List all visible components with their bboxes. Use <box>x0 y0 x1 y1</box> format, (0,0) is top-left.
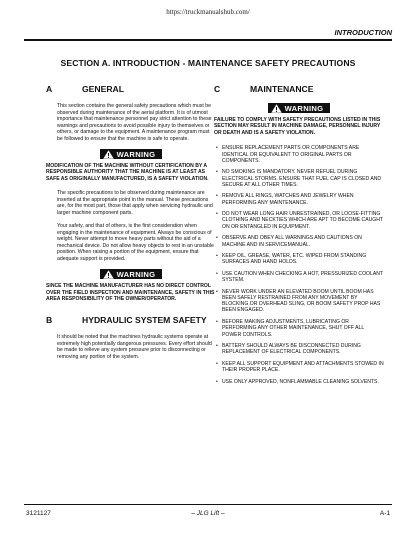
warning-banner <box>46 269 216 279</box>
list-item-text: BATTERY SHOULD ALWAYS BE DISCONNECTED DURING REPLACEMENT OF ELECTRICAL COMPONENTS. <box>222 343 361 356</box>
list-item-text: USE CAUTION WHEN CHECKING A HOT, PRESSURIZED COOLANT SYSTEM. <box>222 270 383 284</box>
list-item-text: BEFORE MAKING ADJUSTMENTS, LUBRICATING OR PERFORMING ANY OTHER MAINTENANCE, SHUT OFF ALL POWER CONTROLS. <box>222 318 364 338</box>
list-item-text: DO NOT WEAR LONG HAIR UNRESTRAINED, OR LOOSE-FITTING CLOTHING AND NECKTIES WHICH ARE APT TO BECOME CAUGHT ON OR ENTANGLED IN EQUIPMENT. <box>222 211 383 230</box>
bullet: • <box>216 193 218 200</box>
list-item <box>216 145 384 164</box>
general-paragraph: This section contains the general safety precautions which must be observed during maintenance of the aerial platform. It is of utmost importance that maintenance personnel pay strict attention to these warnings and precautions to avoid possible injury to themselves or others, or damage to the equipment. A maintenance program must be followed to ensure that the machine is safe to operate. <box>57 103 212 142</box>
list-item-text: ENSURE REPLACEMENT PARTS OR COMPONENTS ARE IDENTICAL OR EQUIVALENT TO ORIGINAL PARTS OR COMPONENTS. <box>222 145 360 164</box>
heading-text: HYDRAULIC SYSTEM SAFETY <box>82 315 207 326</box>
right-column <box>214 84 384 390</box>
warning-label: WARNING <box>116 269 156 279</box>
footer-rule <box>24 504 392 505</box>
list-item <box>216 289 384 314</box>
bullet: • <box>216 318 218 325</box>
bullet: • <box>216 343 218 350</box>
list-item <box>216 193 384 206</box>
list-item-text: OBSERVE AND OBEY ALL WARNINGS AND CAUTIONS ON MACHINE AND IN SERVICEMANUAL. <box>222 235 362 248</box>
section-title: SECTION A. INTRODUCTION - MAINTENANCE SAFETY PRECAUTIONS <box>60 58 356 68</box>
warning-triangle-icon <box>271 104 282 113</box>
heading-hydraulic <box>46 315 216 325</box>
heading-general <box>46 84 216 94</box>
maintenance-precautions-list <box>214 145 384 385</box>
list-item <box>216 319 384 338</box>
bullet: • <box>216 253 218 260</box>
bullet: • <box>216 378 218 385</box>
heading-letter: A <box>46 84 53 94</box>
list-item-text: NEVER WORK UNDER AN ELEVATED BOOM UNTIL BOOM HAS BEEN SAFELY RESTRAINED FROM ANY MOVEMENT BY BLOCKING OR OVERHEAD SLING, OR BOOM SAFETY PROP HAS BEEN ENGAGED. <box>222 288 381 314</box>
safety-paragraph: Your safety, and that of others, is the first consideration when engaging in the maintenance of equipment. Always be conscious of weight. Never attempt to move heavy parts without the aid of a mechanical device. Do not allow heavy objects to rest in an unstable position. When raising a portion of the equipment, ensure that adequate support is provided. <box>57 223 214 262</box>
list-item <box>216 169 384 188</box>
page-number: A-1 <box>379 510 390 517</box>
bullet: • <box>216 211 218 218</box>
list-item <box>216 361 384 374</box>
list-item <box>216 235 384 248</box>
warning-label: WARNING <box>284 103 324 113</box>
list-item-text: KEEP ALL SUPPORT EQUIPMENT AND ATTACHMENTS STOWED IN THEIR PROPER PLACE. <box>222 360 384 374</box>
list-item-text: NO SMOKING IS MANDATORY. NEVER REFUEL DURING ELECTRICAL STORMS. ENSURE THAT FUEL CAP IS CLOSED AND SECURE AT ALL OTHER TIMES. <box>222 169 382 188</box>
chapter-title: INTRODUCTION <box>334 28 392 37</box>
list-item <box>216 379 384 385</box>
list-item <box>216 211 384 230</box>
heading-maintenance <box>214 84 384 94</box>
warning-banner <box>214 103 384 113</box>
heading-letter: C <box>214 84 221 94</box>
header-rule <box>24 39 392 41</box>
bullet: • <box>216 235 218 242</box>
list-item <box>216 271 384 284</box>
heading-text: MAINTENANCE <box>250 84 314 94</box>
footer-brand: – JLG Lift – <box>191 510 225 517</box>
hydraulic-paragraph: It should be noted that the machines hydraulic systems operate at extremely high potentially dangerous pressures. Every effort should be made to relieve any system pressure prior to disconnecting or removing any portion of the system. <box>57 334 212 360</box>
warning-triangle-icon <box>103 150 114 159</box>
warning-compliance-text: FAILURE TO COMPLY WITH SAFETY PRECAUTIONS LISTED IN THIS SECTION MAY RESULT IN MACHINE DAMAGE, PERSONNEL INJURY OR DEATH AND IS A SAFETY VIOLATION. <box>214 117 381 136</box>
bullet: • <box>216 145 218 152</box>
list-item-text: KEEP OIL, GREASE, WATER, ETC. WIPED FROM STANDING SURFACES AND HAND HOLDS. <box>222 253 367 266</box>
bullet: • <box>216 169 218 176</box>
bullet: • <box>216 270 218 277</box>
warning-triangle-icon <box>103 270 114 279</box>
bullet: • <box>216 288 218 295</box>
precautions-paragraph: The specific precautions to be observed during maintenance are inserted at the appropriate point in the manual. These precautions are, for the most part, those that apply when servicing hydraulic and larger machine component parts. <box>57 190 213 216</box>
document-number: 3121127 <box>26 510 51 517</box>
warning-modification-text: MODIFICATION OF THE MACHINE WITHOUT CERTIFICATION BY A RESPONSIBLE AUTHORITY THAT THE MACHINE IS AT LEAST AS SAFE AS ORIGINALLY MANUFACTURED, IS A SAFETY VIOLATION. <box>46 163 209 182</box>
heading-text: GENERAL <box>82 84 125 94</box>
heading-letter: B <box>46 315 53 326</box>
bullet: • <box>216 360 218 367</box>
list-item <box>216 253 384 266</box>
warning-label: WARNING <box>116 149 156 159</box>
warning-responsibility-text: SINCE THE MACHINE MANUFACTURER HAS NO DIRECT CONTROL OVER THE FIELD INSPECTION AND MAINTENANCE, SAFETY IN THIS AREA RESPONSIBILITY OF THE OWNER/OPERATOR. <box>46 283 215 303</box>
list-item-text: USE ONLY APPROVED, NONFLAMMABLE CLEANING SOLVENTS. <box>222 378 379 385</box>
warning-banner <box>46 149 216 159</box>
list-item-text: REMOVE ALL RINGS, WATCHES AND JEWELRY WHEN PERFORMING ANY MAINTENANCE. <box>222 193 354 206</box>
list-item <box>216 343 384 356</box>
source-url: https://truckmanualshub.com/ <box>166 8 250 16</box>
left-column <box>46 84 216 367</box>
